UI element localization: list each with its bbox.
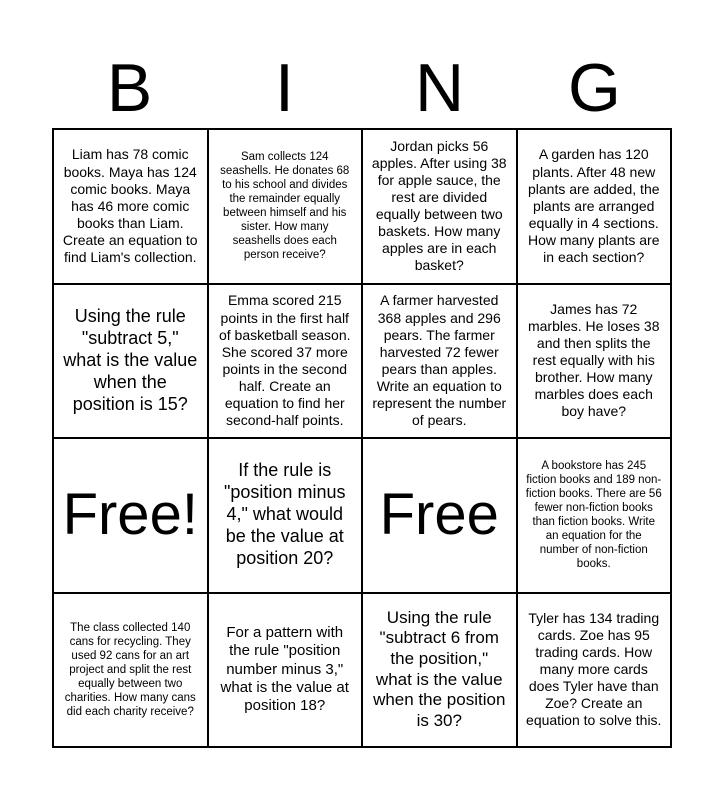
bingo-cell[interactable]: [517, 593, 672, 748]
cell-text: A farmer harvested 368 apples and 296 pears. The farmer harvested 72 fewer pears than apples. Write an equation to represent the number of pears.: [372, 292, 507, 428]
bingo-cell[interactable]: [208, 593, 363, 748]
bingo-header: [52, 48, 672, 128]
cell-text: Using the rule "subtract 6 from the position," what is the value when the position is 30?: [373, 607, 506, 731]
bingo-cell[interactable]: [362, 129, 517, 284]
cell-text: Liam has 78 comic books. Maya has 124 comic books. Maya has 46 more comic books than Liam. Create an equation to find Liam's collection.: [62, 146, 198, 265]
bingo-cell[interactable]: [517, 129, 672, 284]
cell-text: James has 72 marbles. He loses 38 and then splits the rest equally with his brother. How many marbles does each boy have?: [527, 300, 660, 420]
free-space-cell[interactable]: [53, 438, 208, 593]
bingo-cell[interactable]: [208, 129, 363, 284]
cell-text: The class collected 140 cans for recycling. They used 92 cans for an art project and split the rest equally between two charities. How many cans did each charity receive?: [64, 621, 196, 718]
cell-text: Emma scored 215 points in the first half of basketball season. She scored 37 more points in the second half. Create an equation to find her second-half points.: [218, 292, 351, 428]
free-space-text: Free!: [62, 481, 198, 547]
bingo-cell[interactable]: [53, 593, 208, 748]
cell-text: Jordan picks 56 apples. After using 38 for apple sauce, the rest are divided equally between two baskets. How many apples are in each basket?: [371, 137, 507, 274]
cell-text: A bookstore has 245 fiction books and 189 non-fiction books. There are 56 fewer non-fiction books than fiction books. Write an equation for the number of non-fiction books.: [525, 460, 662, 571]
cell-text: Using the rule "subtract 5," what is the value when the position is 15?: [63, 305, 198, 414]
cell-text: For a pattern with the rule "position number minus 3," what is the value at position 18?: [220, 624, 349, 715]
bingo-board: [52, 128, 672, 748]
bingo-cell[interactable]: [517, 284, 672, 439]
cell-text: Tyler has 134 trading cards. Zoe has 95 trading cards. How many more cards does Tyler have than Zoe? Create an equation to solve this.: [526, 609, 662, 729]
cell-text: If the rule is "position minus 4," what would be the value at position 20?: [224, 460, 346, 569]
cell-text: A garden has 120 plants. After 48 new plants are added, the plants are arranged equally in 4 sections. How many plants are in each section?: [527, 146, 660, 265]
bingo-cell[interactable]: [53, 129, 208, 284]
free-space-cell[interactable]: [362, 438, 517, 593]
bingo-cell[interactable]: [53, 284, 208, 439]
bingo-cell[interactable]: [362, 593, 517, 748]
cell-text: Sam collects 124 seashells. He donates 68 to his school and divides the remainder equally between himself and his sister. How many seashells does each person receive?: [220, 151, 350, 262]
bingo-cell[interactable]: [362, 284, 517, 439]
header-letter-g: G: [568, 50, 621, 126]
bingo-cell[interactable]: [208, 438, 363, 593]
free-space-text: Free: [379, 481, 499, 547]
header-letter-n: N: [414, 50, 465, 126]
header-letter-b: B: [106, 50, 153, 126]
bingo-cell[interactable]: [517, 438, 672, 593]
bingo-cell[interactable]: [208, 284, 363, 439]
header-letter-i: I: [275, 50, 294, 126]
